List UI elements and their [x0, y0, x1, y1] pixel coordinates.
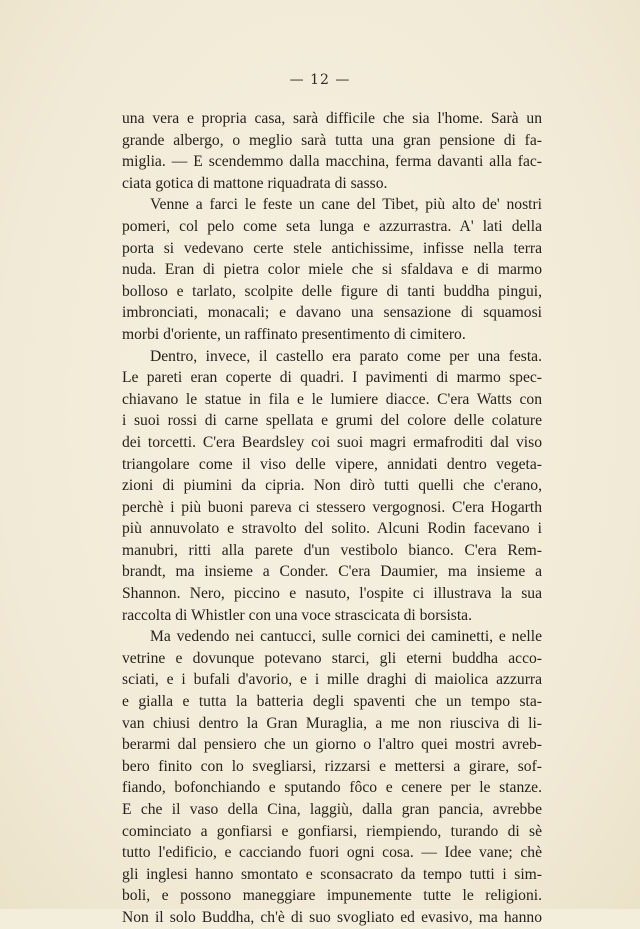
text-line: raccolta di Whistler con una voce strascicata di borsista.	[122, 606, 473, 624]
text-line: E che il vaso della Cina, laggiù, dalla gran pancia, avrebbe	[122, 801, 542, 818]
text-line: imbronciati, monacali; e davano una sensazione di squamosi	[122, 304, 542, 322]
text-line: cominciato a gonfiarsi e gonfiarsi, riempiendo, turando di sè	[122, 822, 542, 840]
text-line: boli, e possono maneggiare impunemente tutte le religioni.	[122, 887, 542, 905]
text-line: morbi d'oriente, un raffinato presentimento di cimitero.	[122, 325, 466, 343]
text-line: grande albergo, o meglio sarà tutta una gran pensione di fa-	[122, 131, 542, 149]
text-line: Ma vedendo nei cantucci, sulle cornici dei caminetti, e nelle	[150, 628, 542, 646]
text-line: ciata gotica di mattone riquadrata di sasso.	[122, 174, 388, 192]
page-number: — 12 —	[289, 72, 351, 88]
text-line: tutto l'edificio, e cacciando fuori ogni cosa. — Idee vane; chè	[122, 844, 542, 862]
body-text	[122, 108, 542, 929]
text-line: e gialla e tutta la batteria degli spaventi che un tempo sta-	[122, 693, 542, 711]
text-line: sciati, e i bufali d'avorio, e i mille draghi di maiolica azzurra	[122, 671, 542, 689]
text-line: una vera e propria casa, sarà difficile che sia l'home. Sarà un	[122, 110, 542, 127]
text-line: porta si vedevano certe stele antichissime, infisse nella terra	[122, 239, 542, 257]
text-line: fiando, bofonchiando e sputando fôco e cenere per le stanze.	[122, 779, 542, 797]
text-line: i suoi rossi di carne spellata e grumi del colore delle colature	[122, 412, 542, 430]
text-line: berarmi dal pensiero che un giorno o l'altro quei mostri avreb-	[122, 736, 542, 754]
text-line: bero finito con lo svegliarsi, rizzarsi e mettersi a girare, sof-	[122, 757, 542, 775]
text-line: triangolare come il viso delle vipere, annidati dentro vegeta-	[122, 455, 542, 473]
text-line: Venne a farci le feste un cane del Tibet, più alto de' nostri	[150, 196, 542, 214]
text-line: van chiusi dentro la Gran Muraglia, a me non riusciva di li-	[122, 714, 542, 732]
text-line: più annuvolato e stravolto del solito. Alcuni Rodin facevano i	[122, 520, 542, 538]
text-line: nuda. Eran di pietra color miele che si sfaldava e di marmo	[122, 261, 542, 279]
text-line: vetrine e dovunque potevano starci, gli eterni buddha acco-	[122, 649, 542, 667]
text-line: miglia. — E scendemmo dalla macchina, ferma davanti alla fac-	[122, 153, 542, 171]
text-line: brandt, ma insieme a Conder. C'era Daumier, ma insieme a	[122, 563, 542, 581]
text-line: Shannon. Nero, piccino e nasuto, l'ospite ci illustrava la sua	[122, 585, 542, 603]
text-line: Le pareti eran coperte di quadri. I pavimenti di marmo spec-	[122, 369, 542, 387]
text-line: pomeri, col pelo come seta lunga e azzurrastra. A' lati della	[122, 217, 542, 235]
text-line: Non il solo Buddha, ch'è di suo svogliato ed evasivo, ma hanno	[122, 908, 542, 926]
text-line: dei torcetti. C'era Beardsley coi suoi magri ermafroditi dal viso	[122, 433, 542, 451]
text-line: zioni di piumini da cipria. Non dirò tutti quelli che c'erano,	[122, 477, 542, 495]
text-line: Dentro, invece, il castello era parato come per una festa.	[150, 347, 542, 365]
text-line: chiavano le statue in fila e le lumiere diacce. C'era Watts con	[122, 390, 542, 408]
text-line: gli inglesi hanno smontato e sconsacrato da tempo tutti i sim-	[122, 865, 542, 883]
text-line: perchè i più buoni pareva ci stessero vergognosi. C'era Hogarth	[122, 498, 542, 516]
text-line: manubri, ritti alla parete d'un vestibolo bianco. C'era Rem-	[122, 541, 542, 559]
text-line: bolloso e tarlato, scolpite delle figure di tanti buddha pingui,	[122, 282, 542, 300]
